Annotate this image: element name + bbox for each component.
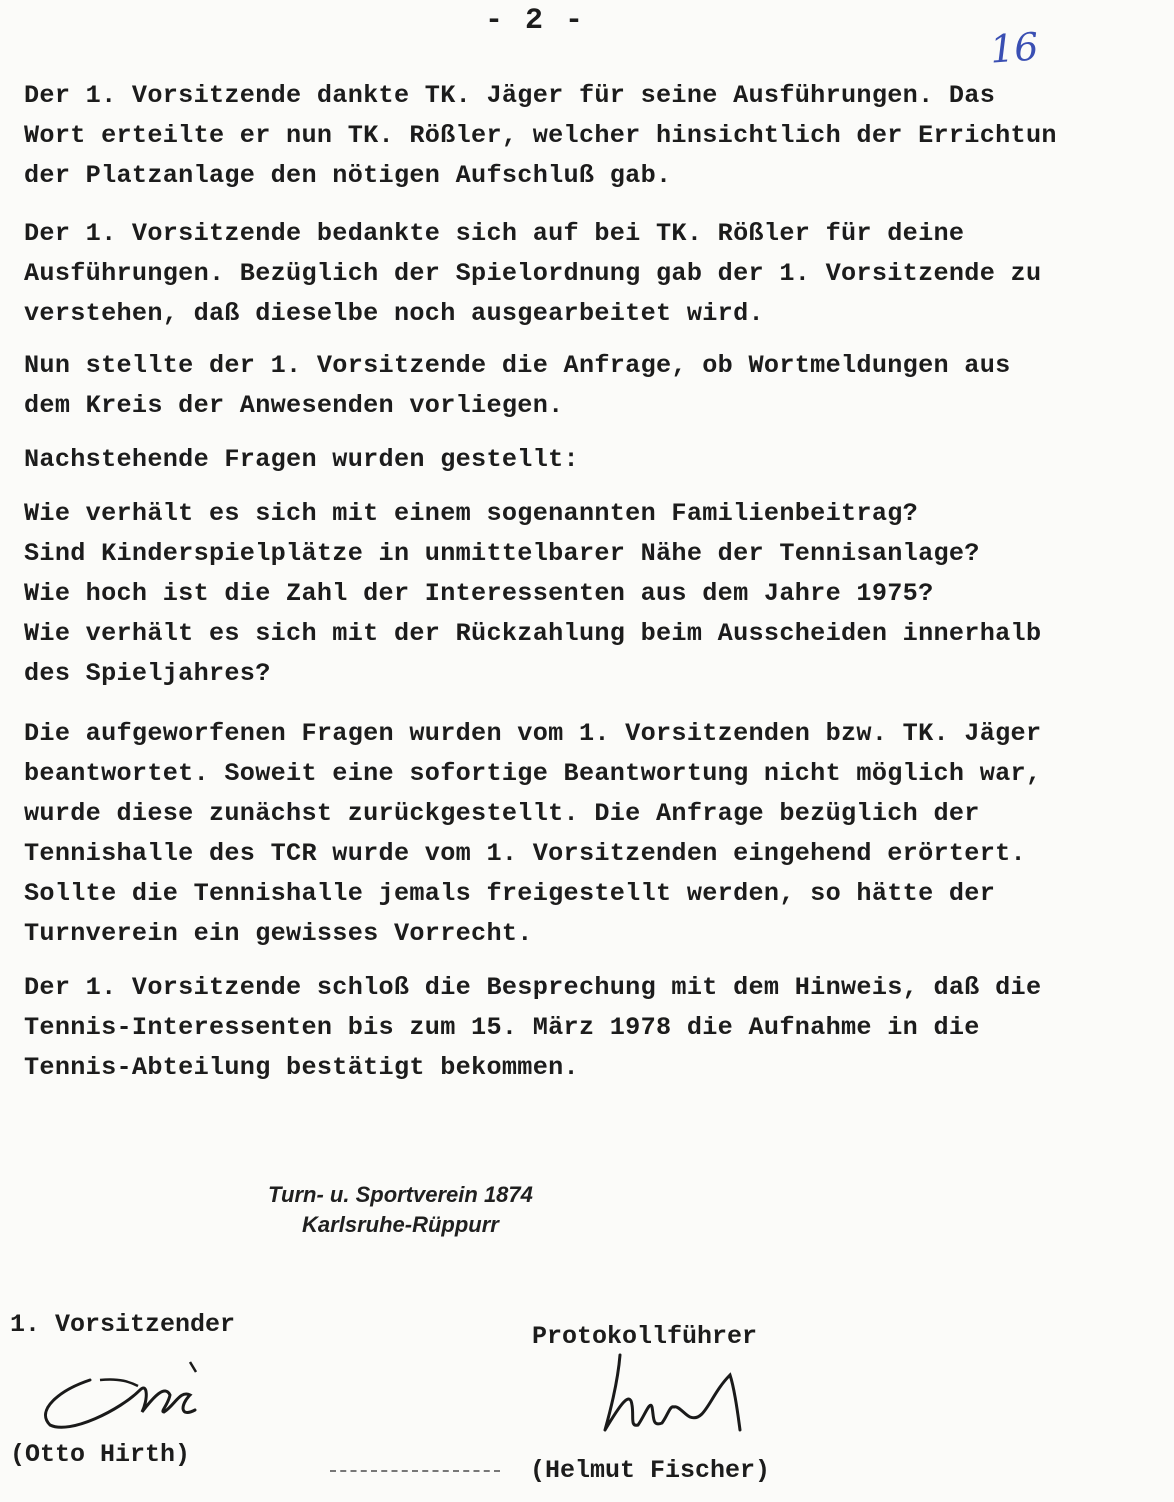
paragraph-questions-list: Wie verhält es sich mit einem sogenannten Familienbeitrag? Sind Kinderspielplätze in unmittelbarer Nähe der Tennisanlage? Wie hoch ist die Zahl der Interessenten aus dem Jahre 1975? Wie verhält es sich mit der Rückzahlung beim Ausscheiden innerhalb des Spieljahres? bbox=[24, 499, 1042, 688]
handwritten-archive-number: 16 bbox=[988, 24, 1040, 72]
signature-name-chairman: (Otto Hirth) bbox=[10, 1440, 191, 1469]
paragraph-answers: Die aufgeworfenen Fragen wurden vom 1. Vorsitzenden bzw. TK. Jäger beantwortet. Soweit eine sofortige Beantwortung nicht möglich war, wurde diese zunächst zurückgestellt. Die Anfrage bezüglich der Tennishalle des TCR wurde vom 1. Vorsitzenden eingehend erörtert. Sollte die Tennishalle jemals freigestellt werden, so hätte der Turnverein ein gewisses Vorrecht. bbox=[24, 719, 1042, 948]
paragraph-questions-intro: Nachstehende Fragen wurden gestellt: bbox=[24, 445, 579, 474]
page-number: - 2 - bbox=[484, 4, 585, 38]
signature-name-secretary: (Helmut Fischer) bbox=[530, 1456, 771, 1485]
chairman-signature bbox=[30, 1350, 230, 1440]
paragraph-thanks-jaeger: Der 1. Vorsitzende dankte TK. Jäger für seine Ausführungen. Das Wort erteilte er nun TK. Rößler, welcher hinsichtlich der Errichtun der Platzanlage den nötigen Aufschluß gab. bbox=[24, 81, 1057, 190]
paragraph-closing: Der 1. Vorsitzende schloß die Besprechung mit dem Hinweis, daß die Tennis-Interessenten bis zum 15. März 1978 die Aufnahme in die Tennis-Abteilung bestätigt bekommen. bbox=[24, 973, 1042, 1082]
signature-dashed-line bbox=[330, 1470, 500, 1472]
signature-role-secretary: Protokollführer bbox=[532, 1322, 758, 1351]
secretary-signature bbox=[590, 1345, 770, 1445]
stamp-line-club: Turn- u. Sportverein 1874 bbox=[268, 1182, 533, 1207]
paragraph-thanks-roessler: Der 1. Vorsitzende bedankte sich auf bei TK. Rößler für deine Ausführungen. Bezüglich der Spielordnung gab der 1. Vorsitzende zu verstehen, daß dieselbe noch ausgearbeitet wird. bbox=[24, 219, 1042, 328]
signature-role-chairman: 1. Vorsitzender bbox=[10, 1310, 236, 1339]
paragraph-request-questions: Nun stellte der 1. Vorsitzende die Anfrage, ob Wortmeldungen aus dem Kreis der Anwesenden vorliegen. bbox=[24, 351, 1011, 420]
stamp-line-location: Karlsruhe-Rüppurr bbox=[302, 1212, 499, 1237]
club-stamp bbox=[268, 1180, 533, 1240]
